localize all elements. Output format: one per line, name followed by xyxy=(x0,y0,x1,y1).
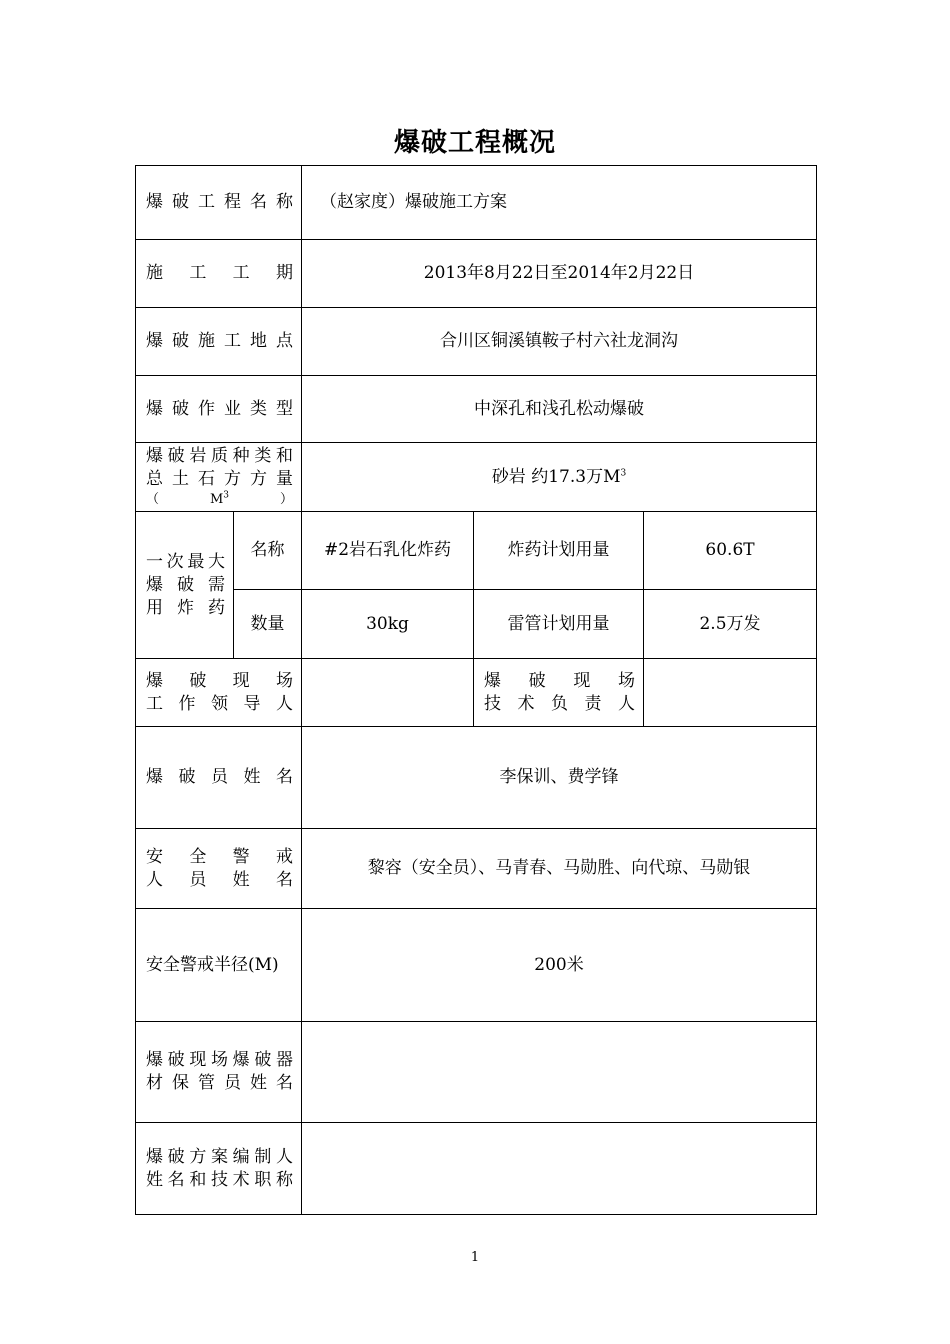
row-author xyxy=(136,1123,817,1215)
explosive-group-label: 一次最大 爆破需 用炸药 xyxy=(136,512,234,659)
custodian-value xyxy=(302,1022,817,1123)
radius-value: 200米 xyxy=(302,909,817,1022)
row-rock xyxy=(136,443,817,512)
period-label: 施工工期 xyxy=(136,240,302,308)
blasters-label: 爆破员姓名 xyxy=(136,727,302,829)
rock-value: 砂岩 约17.3万$M^3$ xyxy=(302,443,817,512)
blasters-value: 李保训、费学锋 xyxy=(302,727,817,829)
row-radius xyxy=(136,909,817,1022)
row-project-name xyxy=(136,166,817,240)
row-safety-staff xyxy=(136,829,817,909)
row-explosive-qty xyxy=(136,590,817,659)
work-type-label: 爆破作业类型 xyxy=(136,376,302,443)
author-label: 爆破方案编制人 姓名和技术职称 xyxy=(136,1123,302,1215)
rock-label-line2: 总土石方方量 xyxy=(146,469,293,489)
location-label: 爆破施工地点 xyxy=(136,308,302,376)
row-custodian xyxy=(136,1022,817,1123)
rock-label-line1: 爆破岩质种类和 xyxy=(146,446,293,466)
custodian-label: 爆破现场爆破器 材保管员姓名 xyxy=(136,1022,302,1123)
tech-lead-label: 爆破现场 技术负责人 xyxy=(474,659,644,727)
page-number: 1 xyxy=(470,1250,480,1265)
radius-label: 安全警戒半径(M) xyxy=(136,909,302,1022)
explosive-plan-label: 炸药计划用量 xyxy=(474,512,644,590)
explosive-plan-value: 60.6T xyxy=(644,512,817,590)
explosive-name-value: #2岩石乳化炸药 xyxy=(302,512,474,590)
project-name-label: 爆破工程名称 xyxy=(136,166,302,240)
blasting-overview-table xyxy=(135,165,817,1215)
row-period xyxy=(136,240,817,308)
explosive-qty-label: 数量 xyxy=(234,590,302,659)
rock-label xyxy=(136,443,302,512)
safety-staff-label: 安全警戒 人员姓名 xyxy=(136,829,302,909)
project-name-value: （赵家度）爆破施工方案 xyxy=(302,166,817,240)
row-blasters xyxy=(136,727,817,829)
work-type-value: 中深孔和浅孔松动爆破 xyxy=(302,376,817,443)
detonator-plan-label: 雷管计划用量 xyxy=(474,590,644,659)
explosive-name-label: 名称 xyxy=(234,512,302,590)
rock-label-line3: $(M^3)$ xyxy=(146,490,293,507)
row-location xyxy=(136,308,817,376)
location-value: 合川区铜溪镇鞍子村六社龙洞沟 xyxy=(302,308,817,376)
row-explosive-name xyxy=(136,512,817,590)
safety-staff-value: 黎容（安全员）、马青春、马勋胜、向代琼、马勋银 xyxy=(302,829,817,909)
tech-lead-value xyxy=(644,659,817,727)
document-title: 爆破工程概况 xyxy=(393,128,556,158)
row-work-type xyxy=(136,376,817,443)
site-leader-label: 爆破现场 工作领导人 xyxy=(136,659,302,727)
row-leaders xyxy=(136,659,817,727)
site-leader-value xyxy=(302,659,474,727)
detonator-plan-value: 2.5万发 xyxy=(644,590,817,659)
explosive-qty-value: 30kg xyxy=(302,590,474,659)
author-value xyxy=(302,1123,817,1215)
period-value: 2013年8月22日至2014年2月22日 xyxy=(302,240,817,308)
